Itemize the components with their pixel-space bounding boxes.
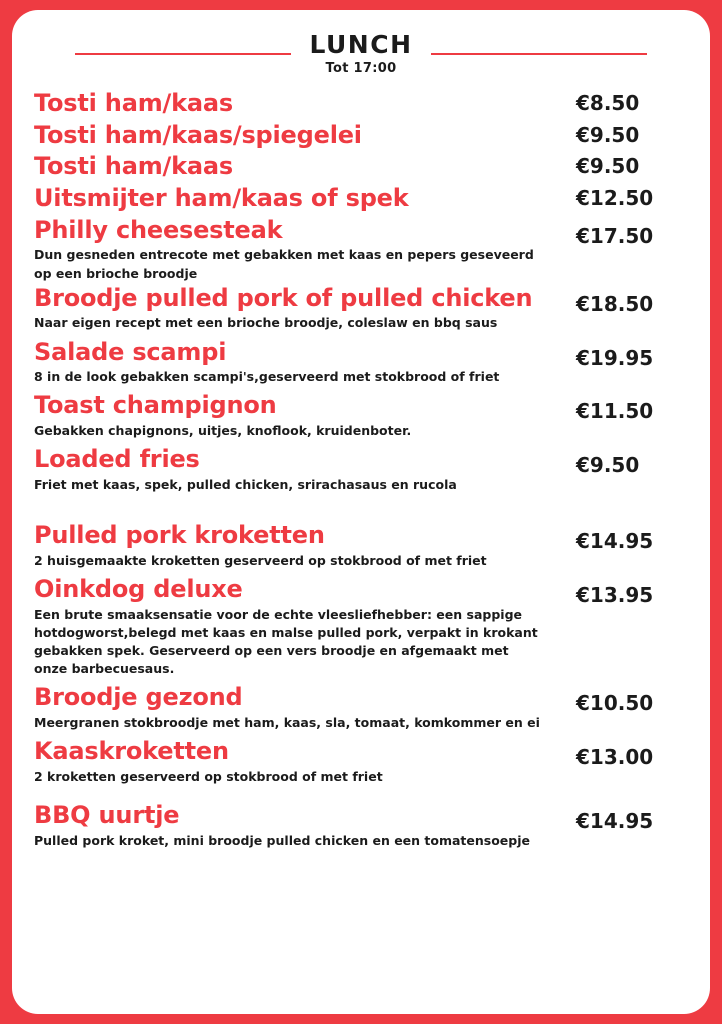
menu-item-price: €13.00 (576, 744, 654, 769)
menu-item-left (34, 215, 546, 283)
menu-item-name: Philly cheesesteak (34, 215, 283, 244)
menu-item-description: 2 huisgemaakte kroketten geserveerd op stokbrood of met friet (34, 552, 487, 568)
menu-item-left (34, 283, 546, 333)
menu-item-description: Dun gesneden entrecote met gebakken met kaas en pepers geseveerd op een brioche broodje (34, 247, 534, 281)
menu-item-description: Pulled pork kroket, mini broodje pulled chicken en een tomatensoepje (34, 832, 530, 848)
menu-item (34, 215, 688, 283)
menu-item-name: BBQ uurtje (34, 800, 180, 829)
menu-item-name: Broodje pulled pork of pulled chicken (34, 283, 533, 312)
menu-item-left (34, 574, 546, 678)
menu-item (34, 736, 688, 786)
menu-item (34, 183, 688, 215)
menu-item-name: Kaaskroketten (34, 736, 229, 765)
menu-item-name: Oinkdog deluxe (34, 574, 243, 603)
menu-item (34, 574, 688, 678)
menu-item (34, 444, 688, 494)
menu-items-list (34, 88, 688, 850)
header-rule-left (75, 53, 291, 55)
menu-item-description: Gebakken chapignons, uitjes, knoflook, kruidenboter. (34, 423, 412, 439)
menu-item-left (34, 337, 546, 387)
menu-item-description: Friet met kaas, spek, pulled chicken, srirachasaus en rucola (34, 476, 457, 492)
menu-item-name: Salade scampi (34, 337, 227, 366)
menu-item-price: €13.95 (576, 582, 654, 607)
menu-item-price: €12.50 (576, 186, 654, 211)
menu-item-price: €14.95 (576, 808, 654, 833)
menu-item (34, 283, 688, 333)
menu-item-price: €9.50 (576, 154, 640, 179)
page-title: LUNCH (309, 29, 413, 59)
menu-item-name: Loaded fries (34, 445, 200, 474)
menu-item-price: €14.95 (576, 529, 654, 554)
menu-item (34, 337, 688, 387)
menu-item-price: €9.50 (576, 453, 640, 478)
menu-item-description: 8 in de look gebakken scampi's,geserveerd met stokbrood of friet (34, 369, 500, 385)
spacer (34, 494, 688, 520)
menu-item-name: Tosti ham/kaas (34, 89, 233, 117)
menu-item (34, 520, 688, 570)
menu-item-left (34, 88, 546, 120)
menu-item-left (34, 444, 546, 494)
menu-item (34, 88, 688, 120)
page-subtitle: Tot 17:00 (325, 61, 397, 77)
menu-item-price: €10.50 (576, 691, 654, 716)
menu-item-price: €19.95 (576, 345, 654, 370)
menu-item-name: Pulled pork kroketten (34, 521, 325, 550)
menu-item-name: Toast champignon (34, 391, 277, 420)
header-title-block (305, 29, 416, 77)
menu-header (34, 26, 688, 82)
menu-item-name: Broodje gezond (34, 683, 243, 712)
menu-item (34, 390, 688, 440)
menu-item-left (34, 682, 546, 732)
menu-item-description: Een brute smaaksensatie voor de echte vleesliefhebber: een sappige hotdogworst,belegd met kaas en malse pulled pork, verpakt in krokant gebakken spek. Geserveerd op een vers broodje en afgemaakt met onze barbecuesaus. (34, 606, 538, 676)
menu-item-left (34, 736, 546, 786)
menu-item (34, 800, 688, 850)
header-rule-right (431, 53, 647, 55)
menu-item-description: 2 kroketten geserveerd op stokbrood of met friet (34, 768, 383, 784)
menu-item-price: €18.50 (576, 291, 654, 316)
menu-item-left (34, 120, 546, 152)
spacer (34, 786, 688, 800)
menu-item-price: €9.50 (576, 122, 640, 147)
menu-item (34, 682, 688, 732)
menu-item-description: Meergranen stokbroodje met ham, kaas, sla, tomaat, komkommer en ei (34, 714, 540, 730)
menu-item-left (34, 151, 546, 183)
menu-item-price: €8.50 (576, 91, 640, 115)
menu-item-description: Naar eigen recept met een brioche broodje, coleslaw en bbq saus (34, 315, 498, 331)
menu-item-name: Tosti ham/kaas/spiegelei (34, 120, 362, 149)
menu-item-left (34, 183, 546, 215)
menu-item-left (34, 800, 546, 850)
menu-item-name: Uitsmijter ham/kaas of spek (34, 184, 409, 213)
menu-item-left (34, 390, 546, 440)
menu-item (34, 151, 688, 183)
menu-card (12, 10, 710, 1014)
menu-item-left (34, 520, 546, 570)
menu-item-price: €11.50 (576, 399, 654, 424)
menu-item-price: €17.50 (576, 223, 654, 248)
menu-item (34, 120, 688, 152)
menu-item-name: Tosti ham/kaas (34, 152, 233, 181)
